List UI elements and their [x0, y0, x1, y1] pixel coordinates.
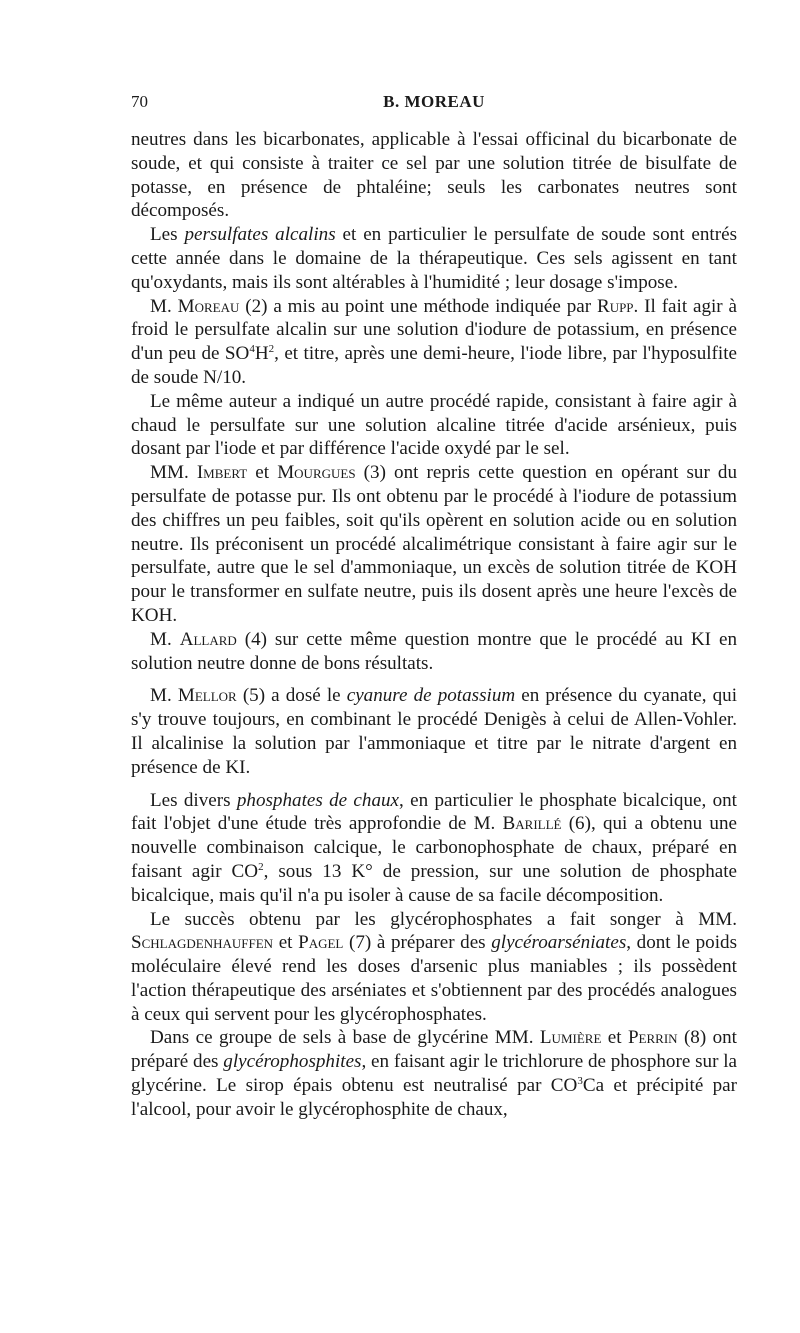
- author-name: Allard: [179, 628, 237, 650]
- italic-term: cyanure de potassium: [346, 685, 516, 707]
- text-run: en présence du cyanate, qui s'y trouve toujours, en combinant le procédé Denigès à celui de Allen-Vohler. Il alcalinise la solution par l'ammoniaque et titre par le nitrate d'argent en présence de KI.: [131, 685, 738, 778]
- superscript: 2: [268, 343, 275, 356]
- running-title: B. MOREAU: [383, 92, 485, 111]
- author-name: Barillé: [502, 813, 562, 835]
- text-run: (6), qui a obtenu une nouvelle combinaison calcique, le carbonophosphate de chaux, préparé en faisant agir CO: [131, 813, 737, 882]
- text-run: (4) sur cette même question montre que le procédé au KI en solution neutre donne de bons résultats.: [131, 628, 737, 674]
- text-run: Dans ce groupe de sels à base de glycérine MM.: [150, 1027, 540, 1049]
- text-run: , sous 13 K° de pression, sur une solution de phosphate bicalcique, mais qu'il n'a pu isoler à cause de sa facile décomposition.: [131, 860, 737, 906]
- author-name: Perrin: [627, 1027, 678, 1049]
- text-run: Le même auteur a indiqué un autre procédé rapide, consistant à faire agir à chaud le persulfate sur une solution alcaline titrée d'acide arsénieux, puis dosant par l'iode et par différence l'acide oxydé par le sel.: [131, 390, 737, 460]
- text-run: , en particulier le phosphate bicalcique, ont fait l'objet d'une étude très approfondie de M.: [131, 789, 737, 835]
- author-name: Schlagdenhauffen: [131, 932, 274, 954]
- text-run: H: [254, 343, 269, 365]
- author-name: Mellor: [177, 685, 237, 707]
- text-run: et: [601, 1027, 628, 1049]
- text-run: et: [247, 462, 278, 484]
- text-run: , et titre, après une demi-heure, l'iode libre, par l'hyposulfite de soude N/10.: [131, 343, 737, 388]
- superscript: 4: [249, 343, 255, 356]
- paragraph: [131, 461, 737, 628]
- paragraph: [131, 128, 737, 223]
- body-text: [131, 128, 737, 1122]
- author-name: Rupp: [596, 295, 634, 317]
- text-run: et en particulier le persulfate de soude sont entrés cette année dans le domaine de la thérapeutique. Ces sels agissent en tant qu'oxydants, mais ils sont altérables à l'humidité ; leur dosage s'impose.: [131, 224, 737, 293]
- text-run: Les divers: [150, 789, 237, 811]
- text-run: Le succès obtenu par les glycérophosphates a fait songer à MM.: [150, 908, 737, 930]
- superscript: 3: [577, 1075, 583, 1088]
- paragraph: [131, 684, 737, 779]
- paragraph: [131, 295, 737, 390]
- paragraph: [131, 789, 737, 908]
- text-run: . Il fait agir à froid le persulfate alcalin sur une solution d'iodure de potassium, en présence d'un peu de SO: [131, 295, 737, 365]
- text-run: Les: [150, 224, 185, 246]
- text-run: M.: [150, 685, 178, 707]
- text-run: , en faisant agir le trichlorure de phosphore sur la glycérine. Le sirop épais obtenu est neutralisé par CO: [131, 1051, 737, 1097]
- paragraph: [131, 390, 737, 461]
- page-header: [131, 92, 737, 114]
- text-run: MM.: [150, 462, 197, 484]
- author-name: Imbert: [196, 462, 248, 484]
- text-run: (7) à préparer des: [343, 932, 492, 954]
- text-run: Ca et précipité par l'alcool, pour avoir le glycérophosphite de chaux,: [131, 1075, 738, 1120]
- text-run: (8) ont préparé des: [131, 1027, 737, 1073]
- italic-term: glycérophosphites: [223, 1051, 362, 1073]
- text-run: M.: [150, 295, 178, 317]
- text-run: (3) ont repris cette question en opérant sur du persulfate de potasse pur. Ils ont obtenu par le procédé à l'iodure de potassium des chiffres un peu faibles, soit qu'ils opèrent en solution acide ou en solution neutre. Ils préconisent un procédé alcalimétrique consistant à faire agir sur le persulfate, autre que le sel d'ammoniaque, un excès de solution titrée de KOH pour le transformer en sulfate neutre, puis ils dosent après une heure l'excès de KOH.: [131, 462, 737, 626]
- author-name: Lumière: [539, 1027, 602, 1049]
- paragraph: [131, 1026, 737, 1121]
- text-run: M.: [150, 628, 180, 650]
- italic-term: persulfates alcalins: [184, 224, 336, 246]
- paragraph: [131, 628, 737, 676]
- page-number: 70: [131, 92, 148, 111]
- text-run: , dont le poids moléculaire élevé rend les doses d'arsenic plus maniables ; ils possèdent l'action thérapeutique des arséniates et s'obtiennent par des procédés analogues à ceux qui servent pour les glycérophosphates.: [131, 932, 737, 1025]
- paragraph: [131, 223, 737, 294]
- italic-term: phosphates de chaux: [236, 789, 400, 811]
- text-run: (2) a mis au point une méthode indiquée par: [239, 295, 597, 317]
- author-name: Pagel: [298, 932, 344, 954]
- author-name: Mourgues: [277, 462, 356, 484]
- superscript: 2: [258, 860, 264, 873]
- text-run: (5) a dosé le: [236, 685, 347, 707]
- paragraph: [131, 908, 737, 1027]
- italic-term: glycéroarséniates: [491, 932, 627, 954]
- text-run: neutres dans les bicarbonates, applicable à l'essai officinal du bicarbonate de soude, et qui consiste à traiter ce sel par une solution titrée de bisulfate de potasse, en présence de phtaléine; seuls les carbonates neutres sont décomposés.: [131, 129, 737, 222]
- author-name: Moreau: [177, 295, 240, 317]
- text-run: et: [273, 932, 299, 954]
